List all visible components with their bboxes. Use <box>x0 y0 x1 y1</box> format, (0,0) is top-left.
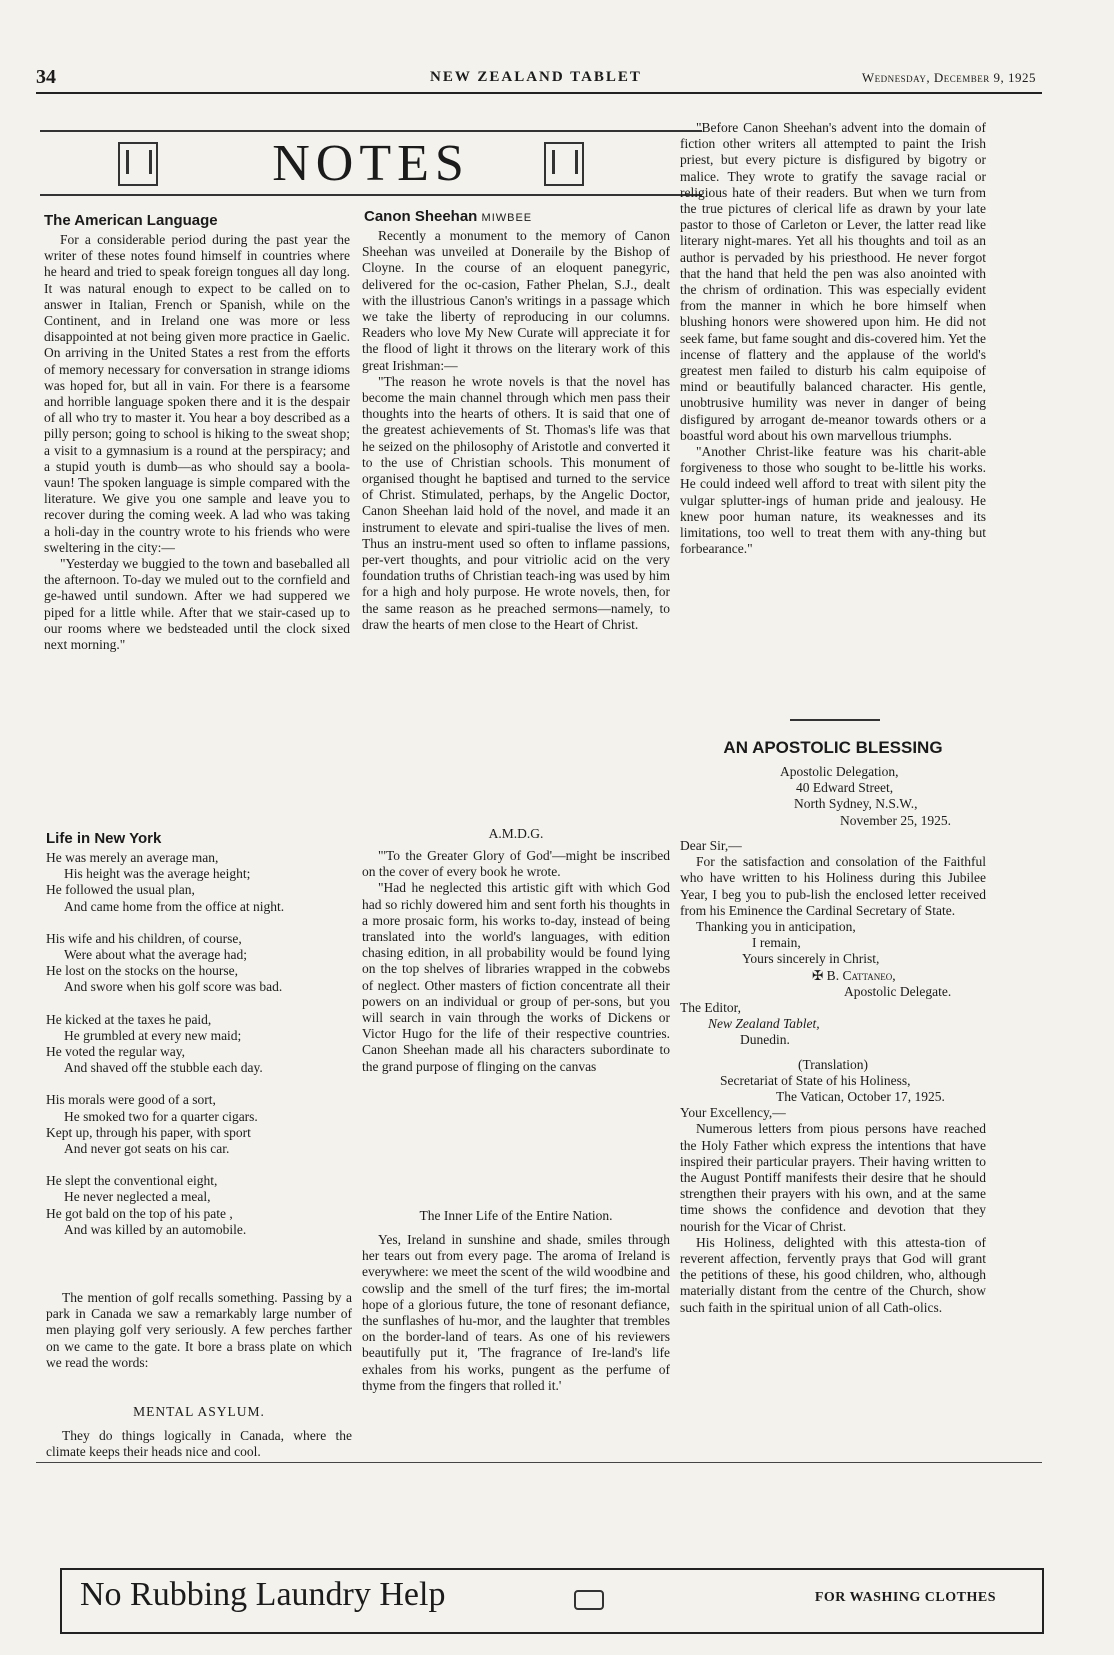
heading-tag: MIWBEE <box>481 212 533 224</box>
paragraph: Yes, Ireland in sunshine and shade, smiles through her tears out from every page. The aroma of Ireland is everywhere: we meet the scent of the wild woodbine and cowslip and the smell of the turf fires; the im-mortal hope of a glorious future, the tone of resonant defiance, the sunflashes of hu-mor, and the laughter that trembles on the border-land of tears. As one of his reviewers beautifully put it, 'The fragrance of Ire-land's life exhales from his works, pungent as the perfume of thyme from the fingers that rolled it.' <box>362 1232 670 1393</box>
salutation: Dear Sir,— <box>680 838 742 853</box>
stanza-break <box>46 996 352 1012</box>
paragraph: Thanking you in anticipation, <box>696 919 856 935</box>
letter-body <box>680 838 986 1316</box>
amdg-heading: A.M.D.G. <box>488 826 544 841</box>
poem-line: He smoked two for a quarter cigars. <box>64 1108 258 1124</box>
paragraph: "Before Canon Sheehan's advent into the domain of fiction other writers all attempted to paint the Irish priest, but every picture is disfigured by bigotry or malice. They wrote to gratify the savage racial or religious hate of their readers. But when we turn from the true pictures of clerical life as drawn by your late pastor to those of Carleton or Lever, the latter read like literary night-mares. Yet all his thoughts and toil as an author is pervaded by his priesthood. He never forgot that the hand that held the pen was also anointed with the chrism of ordination. This was especially evident from the manner in which he bore himself when blushing honors were showered upon him. He did not seek fame, but fame sought and dis-covered him. Yet the incense of flattery and the applause of the world's greatest men failed to disturb his calm equipoise of mind or beautifully balanced character. His gentle, unobtrusive humility was never in danger of being disfigured by arrogant de-meanor towards others or a boastful word about his own marvellous triumphs. <box>680 120 986 443</box>
heading-apostolic-blessing: AN APOSTOLIC BLESSING <box>723 738 943 757</box>
poem-line: He grumbled at every new maid; <box>64 1027 242 1043</box>
editor-line: The Editor, <box>680 1000 741 1016</box>
poem-line: His wife and his children, of course, <box>46 930 242 946</box>
poem-line: His morals were good of a sort, <box>46 1092 216 1108</box>
closing: I remain, <box>752 935 801 951</box>
pointing-hand-icon <box>574 1590 604 1610</box>
page-header <box>36 66 1036 94</box>
address-line: North Sydney, N.S.W., <box>794 796 918 812</box>
poem-line: He got bald on the top of his pate , <box>46 1205 233 1221</box>
paragraph: "Had he neglected this artistic gift with which God had so richly dowered him and sent forth his thoughts in a more prosaic form, his works to-day, instead of being translated into the world's languages, with edition chasing edition, in all probability would be found lying on the top shelves of libraries wrapped in the cobwebs of neglect. Other masters of fiction concentrate all their powers on an individual or group of per-sons, but you will search in vain through the works of Dickens or Victor Hugo for the life of their respective countries. Canon Sheehan made all his characters subordinate to the grand purpose of flinging on the canvas <box>362 880 670 1074</box>
issue-date: Wednesday, December 9, 1925 <box>861 70 1036 85</box>
article-inner-life <box>362 1232 670 1394</box>
heading-american-language: The American Language <box>44 212 218 229</box>
article-canon-continued <box>680 120 986 557</box>
poem-line: And never got seats on his car. <box>64 1141 230 1157</box>
bottom-rule <box>36 1462 1042 1463</box>
stanza-break <box>46 915 352 931</box>
stanza-break <box>46 1157 352 1173</box>
poem-line: He never neglected a meal, <box>64 1189 211 1205</box>
article-golf <box>46 1290 352 1371</box>
poem-line: And came home from the office at night. <box>64 898 285 914</box>
poem-life-in-new-york <box>46 850 352 1238</box>
masthead: NEW ZEALAND TABLET <box>430 69 642 85</box>
paragraph: They do things logically in Canada, where the climate keeps their heads nice and cool. <box>46 1428 352 1460</box>
paragraph: "The reason he wrote novels is that the novel has become the main channel through which men pass their thoughts into the hearts of others. It is said that one of the greatest achievements of St. Thomas's life was that he seized on the philosophy of Aristotle and converted it to the use of Christian schools. This monument of organised thought he baptised and turned to the service of Christ. Stimulated, perhaps, by the Angelic Doctor, Canon Sheehan laid hold of the novel, and made it an instrument to elevate and spiri-tualise the lives of men. Thus an instru-ment used so often to inflame passions, per-vert thoughts, and pour vitriolic acid on the very foundation truths of Christian teach-ing was used by him for a high and holy purpose. He wrote novels, then, for the same reason as he preached sermons—namely, to draw the hearts of men close to the Heart of Christ. <box>362 373 670 632</box>
heading-life-in-new-york: Life in New York <box>46 830 162 847</box>
poem-line: And shaved off the stubble each day. <box>64 1060 263 1076</box>
ad-tagline: FOR WASHING CLOTHES <box>814 1590 996 1605</box>
signature: ✠ B. Cattaneo, <box>812 967 896 983</box>
secretariat-line: Secretariat of State of his Holiness, <box>720 1072 911 1088</box>
closing: Yours sincerely in Christ, <box>742 951 880 967</box>
paragraph: For a considerable period during the past year the writer of these notes found himself in countries where he heard and tried to speak foreign tongues all day long. It was natural enough to expect to be called on to answer in Italian, French or Spanish, while on the Continent, and in Ireland one was more or less disappointed at not being given more practice in Gaelic. On arriving in the United States a rest from the efforts of memory necessary for conversation in strange idioms was hoped for, but all in vain. For there is a fearsome and horrible language spoken there and it is the despair of all who try to master it. You hear a boy described as a pilly person; going to school is hiking to the sweat shop; a visit to a gymnasium is a round at the perspiracy; and a stupid youth is dumb—as who should say a boola-vaun! The spoken language is simple compared with the literature. We give you one sample and leave you to recover during the coming week. A lad who was taking a holi-day in the country wrote to his friends who were sweltering in the city:— <box>44 232 350 555</box>
article-american-language <box>44 232 350 653</box>
address-line: 40 Edward Street, <box>796 780 894 796</box>
ornament-icon <box>544 142 584 186</box>
letter-address <box>680 764 986 829</box>
poem-line: He lost on the stocks on the hourse, <box>46 963 238 979</box>
signature-role: Apostolic Delegate. <box>844 983 952 999</box>
paragraph: Recently a monument to the memory of Canon Sheehan was unveiled at Doneraile by the Bishop of Cloyne. In the course of an eloquent panegyric, delivered for the oc-casion, Father Phelan, S.J., dealt with the illustrious Canon's writings in a passage which we take the liberty of reproducing in our columns. Readers who love My New Curate will appreciate it for the flood of light it throws on the literary work of this great Irishman:— <box>362 228 670 373</box>
paragraph: For the satisfaction and consolation of the Faithful who have written to his Holiness during this Jubilee Year, I beg you to pub-lish the enclosed letter received from his Eminence the Cardinal Secretary of State. <box>680 854 986 918</box>
header-rule <box>36 92 1042 94</box>
section-separator <box>790 719 880 721</box>
editor-line: New Zealand Tablet, <box>708 1016 820 1032</box>
notes-title: NOTES <box>272 135 470 192</box>
paragraph: The mention of golf recalls something. Passing by a park in Canada we saw a remarkably large number of men playing golf very seriously. A few perches farther on we came to the gate. It bore a brass plate on which we read the words: <box>46 1290 352 1370</box>
salutation: Your Excellency,— <box>680 1105 786 1121</box>
address-line: November 25, 1925. <box>840 812 951 828</box>
stanza-break <box>46 1076 352 1092</box>
page-number: 34 <box>36 66 56 88</box>
article-canada <box>46 1428 352 1460</box>
heading-canon-sheehan <box>364 208 532 225</box>
poem-line: He voted the regular way, <box>46 1044 185 1060</box>
translation-label: (Translation) <box>798 1056 868 1072</box>
article-amdg <box>362 848 670 1075</box>
paragraph: Numerous letters from pious persons have reached the Holy Father which express the intentions that have inspired their particular prayers. Their having written to the August Pontiff manifests their desire that he should strengthen their prayers with his own, and at the same time shows the confidence and devotion that they nourish for the Vicar of Christ. <box>680 1121 986 1234</box>
notes-banner <box>40 130 702 196</box>
paragraph: "Another Christ-like feature was his charit-able forgiveness to those who sought to be-little his works. He could indeed well afford to treat with silent pity the vulgar splutter-ings of human pride and jealousy. He knew poor human nature, its weaknesses and its limitations, too well to treat them with any-thing but forbearance." <box>680 444 986 557</box>
poem-line: And was killed by an automobile. <box>64 1221 247 1237</box>
paragraph: "Yesterday we buggied to the town and baseballed all the afternoon. To-day we muled out to the cornfield and ge-hawed until sundown. After we had suppered we piped for a little while. After that we stair-cased up to our rooms where we bedsteaded until the clock sixed next morning." <box>44 556 350 653</box>
article-canon-sheehan <box>362 228 670 633</box>
editor-line: Dunedin. <box>740 1032 790 1048</box>
address-line: Apostolic Delegation, <box>780 764 899 779</box>
poem-line: Were about what the average had; <box>64 947 247 963</box>
poem-line: He followed the usual plan, <box>46 882 195 898</box>
inner-life-heading: The Inner Life of the Entire Nation. <box>419 1208 613 1223</box>
advertisement <box>60 1568 1044 1634</box>
ad-headline: No Rubbing Laundry Help <box>80 1576 446 1613</box>
poem-line: Kept up, through his paper, with sport <box>46 1124 251 1140</box>
poem-line: And swore when his golf score was bad. <box>64 979 283 995</box>
poem-line: He slept the conventional eight, <box>46 1173 218 1189</box>
mental-asylum: MENTAL ASYLUM. <box>133 1404 265 1419</box>
secretariat-line: The Vatican, October 17, 1925. <box>776 1089 945 1105</box>
heading-text: Canon Sheehan <box>364 208 478 225</box>
paragraph: His Holiness, delighted with this attesta-tion of reverent affection, fervently prays that God will grant the petitions of these, his good children, who, although materially distant from the centre of the Church, show such faith in the spiritual union of all Cath-olics. <box>680 1234 986 1315</box>
paragraph: "'To the Greater Glory of God'—might be inscribed on the cover of every book he wrote. <box>362 848 670 880</box>
poem-line: He was merely an average man, <box>46 850 219 865</box>
poem-line: His height was the average height; <box>64 866 251 882</box>
poem-line: He kicked at the taxes he paid, <box>46 1011 212 1027</box>
